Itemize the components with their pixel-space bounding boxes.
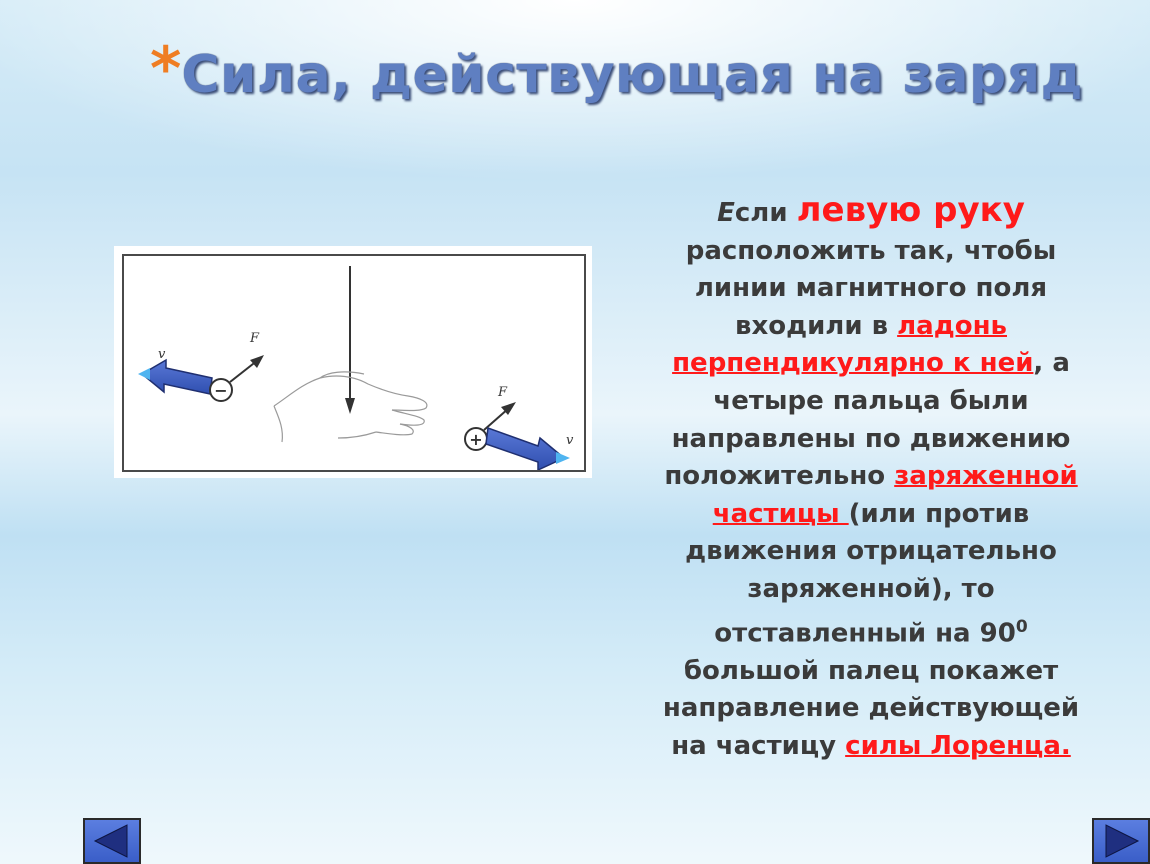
- left-hand-highlight: левую руку: [796, 190, 1025, 230]
- text-line-13: большой палец покажет: [683, 655, 1059, 686]
- title-star: *: [150, 34, 182, 104]
- text-line-10: движения отрицательно: [685, 536, 1057, 567]
- charged-link[interactable]: заряженной: [894, 461, 1078, 492]
- next-slide-button[interactable]: [1092, 818, 1150, 864]
- slide-title: [150, 30, 1150, 120]
- triangle-left-icon: [85, 820, 139, 862]
- text-line-6: четыре пальца были: [713, 385, 1029, 416]
- text-line-14: направление действующей: [662, 693, 1080, 724]
- text-line-8: положительно заряженной: [664, 461, 1078, 492]
- perpendicular-link[interactable]: перпендикулярно к ней: [672, 348, 1034, 379]
- text-line-3: линии магнитного поля: [694, 273, 1048, 304]
- lorentz-force-link[interactable]: силы Лоренца.: [845, 730, 1071, 761]
- text-line-12: отставленный на $90^0$: [714, 616, 1028, 649]
- text-line-4: входили в ладонь: [735, 310, 1007, 341]
- text-line-1: Если левую руку: [717, 190, 1025, 230]
- text-line-7: направлены по движению: [671, 423, 1071, 454]
- previous-slide-button[interactable]: [83, 818, 141, 864]
- particle-link[interactable]: частицы: [712, 498, 849, 529]
- text-line-2: расположить так, чтобы: [685, 235, 1057, 266]
- force-label-left: F: [250, 331, 260, 346]
- force-arrow-right: [484, 402, 516, 430]
- figure-box: [122, 254, 586, 472]
- text-line-5: перпендикулярно к ней, а: [672, 348, 1070, 379]
- velocity-label-left: v: [158, 347, 166, 362]
- negative-charge: [210, 379, 232, 401]
- text-line-15: на частицу силы Лоренца.: [671, 730, 1071, 761]
- text-line-11: заряженной), то: [747, 573, 995, 604]
- palm-link[interactable]: ладонь: [897, 310, 1007, 341]
- magnetic-field-arrow: [345, 266, 355, 414]
- velocity-arrow-left: [138, 360, 212, 394]
- rule-description: [628, 192, 1114, 766]
- force-arrow-left: [230, 355, 264, 382]
- velocity-arrow-right: [486, 428, 570, 470]
- lorentz-force-figure: [114, 246, 592, 478]
- triangle-right-icon: [1094, 820, 1148, 862]
- positive-charge: [465, 428, 487, 450]
- text-line-9: частицы (или против: [712, 498, 1030, 529]
- negative-charge-sign: −: [214, 381, 228, 400]
- force-label-right: F: [498, 385, 508, 400]
- figure-drawing: [124, 256, 584, 470]
- positive-charge-sign: +: [469, 430, 483, 449]
- velocity-label-right: v: [566, 433, 574, 448]
- title-text: Сила, действующая на заряд: [181, 45, 1084, 105]
